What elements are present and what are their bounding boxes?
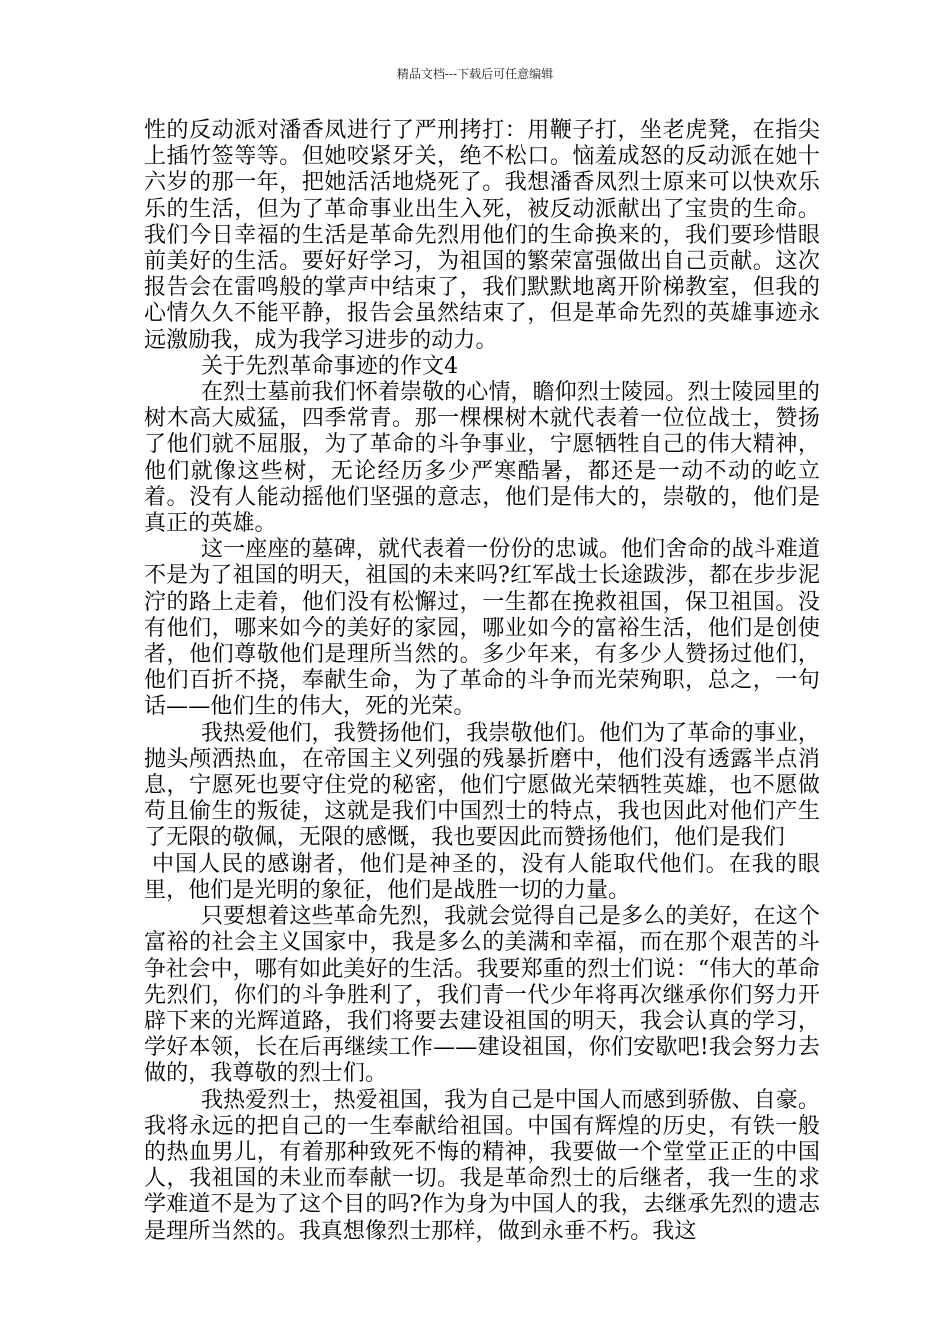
page-header: 精品文档---下载后可任意编辑 — [396, 67, 554, 81]
paragraph-1: 在烈士墓前我们怀着崇敬的心情，瞻仰烈士陵园。烈士陵园里的树木高大威猛，四季常青。那一棵棵树木就代表着一位位战士，赞扬了他们就不屈服，为了革命的斗争事业，宁愿牺牲自己的伟大精神，他们就像这些树，无论经历多少严寒酷暑，都还是一动不动的屹立着。没有人能动摇他们坚强的意志，他们是伟大的，崇敬的，他们是真正的英雄。 — [144, 380, 820, 537]
paragraph-6: 我热爱烈士，热爱祖国，我为自己是中国人而感到骄傲、自豪。我将永远的把自己的一生奉献给祖国。中国有辉煌的历史，有铁一般的热血男儿，有着那种致死不悔的精神，我要做一个堂堂正正的中国人，我祖国的未业而奉献一切。我是革命烈士的后继者，我一生的求学难道不是为了这个目的吗?作为身为中国人的我，去继承先烈的遗志是理所当然的。我真想像烈士那样，做到永垂不朽。我这 — [144, 1087, 820, 1244]
section-title: 关于先烈革命事迹的作文4 — [201, 353, 459, 379]
paragraph-3: 我热爱他们，我赞扬他们，我崇敬他们。他们为了革命的事业，抛头颅洒热血，在帝国主义列强的残暴折磨中，他们没有透露半点消息，宁愿死也要守住党的秘密，他们宁愿做光荣牺牲英雄，也不愿做苟且偷生的叛徒，这就是我们中国烈士的特点，我也因此对他们产生了无限的敬佩，无限的感慨，我也要因此而赞扬他们，他们是我们 — [144, 720, 820, 851]
paragraph-4: 中国人民的感谢者，他们是神圣的，没有人能取代他们。在我的眼里，他们是光明的象征，他们是战胜一切的力量。 — [144, 851, 820, 903]
paragraph-5: 只要想着这些革命先烈，我就会觉得自己是多么的美好，在这个富裕的社会主义国家中，我是多么的美满和幸福，而在那个艰苦的斗争社会中，哪有如此美好的生活。我要郑重的烈士们说：“伟大的革命先烈们，你们的斗争胜利了，我们青一代少年将再次继承你们努力开辟下来的光辉道路，我们将要去建设祖国的明天，我会认真的学习，学好本领，长在后再继续工作——建设祖国，你们安歇吧!我会努力去做的，我尊敬的烈士们。 — [144, 904, 820, 1087]
continuation-paragraph: 性的反动派对潘香凤进行了严刑拷打：用鞭子打，坐老虎凳，在指尖上插竹签等等。但她咬紧牙关，绝不松口。恼羞成怒的反动派在她十六岁的那一年，把她活活地烧死了。我想潘香凤烈士原来可以快欢乐乐的生活，但为了革命事业出生入死，被反动派献出了宝贵的生命。我们今日幸福的生活是革命先烈用他们的生命换来的，我们要珍惜眼前美好的生活。要好好学习，为祖国的繁荣富强做出自己贡献。这次报告会在雷鸣般的掌声中结束了，我们默默地离开阶梯教室，但我的心情久久不能平静，报告会虽然结束了，但是革命先烈的英雄事迹永远激励我，成为我学习进步的动力。 — [144, 118, 820, 353]
paragraph-2: 这一座座的墓碑，就代表着一份份的忠诚。他们舍命的战斗难道不是为了祖国的明天，祖国的未来吗?红军战士长途跋涉，都在步步泥泞的路上走着，他们没有松懈过，一生都在挽救祖国，保卫祖国。没有他们，哪来如今的美好的家园，哪业如今的富裕生活，他们是创使者，他们尊敬他们是理所当然的。多少年来，有多少人赞扬过他们，他们百折不挠，奉献生命，为了革命的斗争而光荣殉职，总之，一句话——他们生的伟大，死的光荣。 — [144, 537, 820, 720]
document-body — [144, 118, 820, 1245]
